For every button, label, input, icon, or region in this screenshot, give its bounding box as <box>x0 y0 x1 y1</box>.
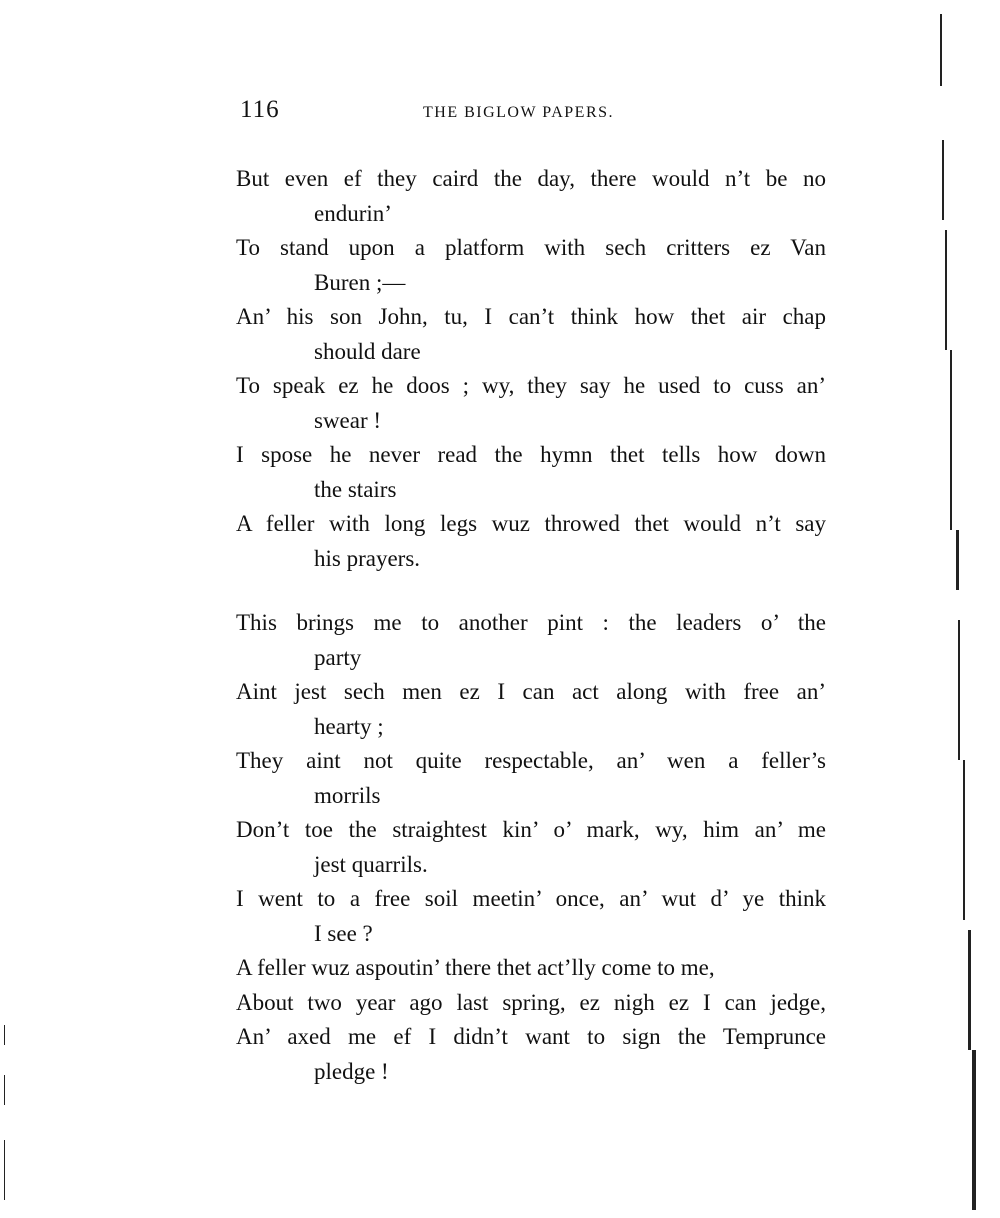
verse-line: About two year ago last spring, ez nigh ez I can jedge, <box>236 989 826 1015</box>
running-title: THE BIGLOW PAPERS. <box>423 104 615 121</box>
scan-edge-mark <box>940 14 942 86</box>
verse-line: I spose he never read the hymn thet tells how down <box>236 442 826 467</box>
verse-line: But even ef they caird the day, there would n’t be no <box>236 166 826 191</box>
verse-line: To stand upon a platform with sech critters ez Van <box>236 235 826 260</box>
scan-edge-mark <box>963 760 965 920</box>
verse-line: An’ his son John, tu, I can’t think how thet air chap <box>236 304 826 329</box>
scan-edge-mark <box>4 1075 5 1105</box>
verse-continuation: jest quarrils. <box>314 851 428 877</box>
verse-continuation: his prayers. <box>314 545 421 571</box>
scan-edge-mark <box>945 230 947 350</box>
page-number: 116 <box>240 96 280 123</box>
scan-edge-mark <box>950 350 952 530</box>
scan-edge-mark <box>972 1050 976 1210</box>
scan-edge-mark <box>4 1025 5 1045</box>
scan-edge-mark <box>968 930 971 1050</box>
scan-edge-mark <box>958 620 960 760</box>
verse-line: An’ axed me ef I didn’t want to sign the Temprunce <box>236 1024 826 1049</box>
verse-line: Aint jest sech men ez I can act along with free an’ <box>236 679 826 704</box>
scan-edge-mark <box>4 1140 5 1200</box>
verse-continuation: I see ? <box>314 920 373 946</box>
verse-line: To speak ez he doos ; wy, they say he used to cuss an’ <box>236 373 826 398</box>
verse-line: This brings me to another pint : the leaders o’ the <box>236 610 826 635</box>
verse-line: A feller with long legs wuz throwed thet would n’t say <box>236 511 826 536</box>
verse-continuation: party <box>314 644 362 670</box>
scan-edge-mark <box>942 140 944 220</box>
page-header <box>238 96 823 128</box>
stanza-1 <box>236 162 826 576</box>
verse-continuation: endurin’ <box>314 200 392 226</box>
verse-continuation: swear ! <box>314 407 382 433</box>
verse-line: Don’t toe the straightest kin’ o’ mark, wy, him an’ me <box>236 817 826 842</box>
stanza-2 <box>236 606 826 1089</box>
scan-edge-mark <box>956 530 959 590</box>
verse-continuation: Buren ;— <box>314 269 406 295</box>
verse-line: They aint not quite respectable, an’ wen a feller’s <box>236 748 826 773</box>
verse-continuation: pledge ! <box>314 1058 389 1084</box>
verse-continuation: morrils <box>314 782 381 808</box>
verse-continuation: should dare <box>314 338 421 364</box>
verse-line: I went to a free soil meetin’ once, an’ wut d’ ye think <box>236 886 826 911</box>
verse-continuation: the stairs <box>314 476 397 502</box>
verse-continuation: hearty ; <box>314 713 384 739</box>
verse-line: A feller wuz aspoutin’ there thet act’lly come to me, <box>236 955 715 980</box>
